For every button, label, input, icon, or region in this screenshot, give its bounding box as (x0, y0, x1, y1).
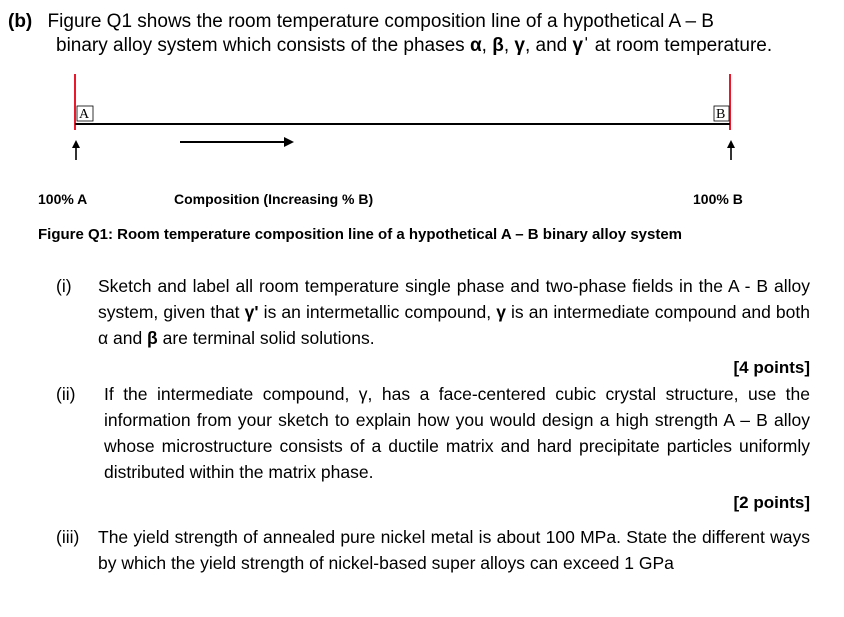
question-text: If the intermediate compound, γ, has a face-centered cubic crystal structure, use the information from your sketch to explain how you would design a high strength A – B alloy whose microstructure consists of a ductile matrix and hard precipitate particles uniformly distributed within the matrix phase. (104, 384, 810, 482)
alpha-symbol: α (469, 35, 482, 56)
composition-line-diagram (0, 60, 844, 170)
question-part-label: (b) (8, 11, 33, 32)
gamma-symbol: γ (496, 302, 506, 322)
beta-symbol: β (492, 35, 504, 56)
up-arrow-icon (727, 140, 735, 160)
end-a-label: A (79, 107, 90, 122)
question-text: The yield strength of annealed pure nickel metal is about 100 MPa. State the different ways by which the yield strength of nickel-based super alloys can exceed 1 GPa (98, 527, 810, 573)
points-badge: [2 points] (733, 493, 810, 512)
question-number: (i) (56, 276, 72, 296)
end-b-label: B (716, 107, 726, 122)
left-axis-label: 100% A (38, 191, 88, 207)
beta-symbol: β (147, 328, 158, 348)
figure-caption: Figure Q1: Room temperature composition line of a hypothetical A – B binary alloy system (38, 226, 683, 243)
gamma-symbol: γ (514, 35, 525, 56)
intro-line-2: binary alloy system which consists of the phases α, β, γ, and γˈ at room temperature. (56, 35, 773, 56)
question-number: (ii) (56, 384, 76, 404)
right-arrow-icon (180, 137, 294, 147)
points-badge: [4 points] (733, 358, 810, 377)
gamma-prime-symbol: γ' (244, 302, 259, 322)
center-axis-label: Composition (Increasing % B) (174, 191, 374, 207)
gamma-prime-symbol: γˈ (572, 35, 590, 56)
question-number: (iii) (56, 527, 80, 547)
question-text: Sketch and label all room temperature single phase and two-phase fields in the A - B alloy system, given that γ' is an intermetallic compound, γ is an intermediate compound and both α and β are terminal solid solutions. (98, 276, 810, 348)
intro-line-1: Figure Q1 shows the room temperature composition line of a hypothetical A – B (47, 11, 714, 32)
question-intro (8, 10, 828, 58)
up-arrow-icon (72, 140, 80, 160)
right-axis-label: 100% B (693, 191, 743, 207)
